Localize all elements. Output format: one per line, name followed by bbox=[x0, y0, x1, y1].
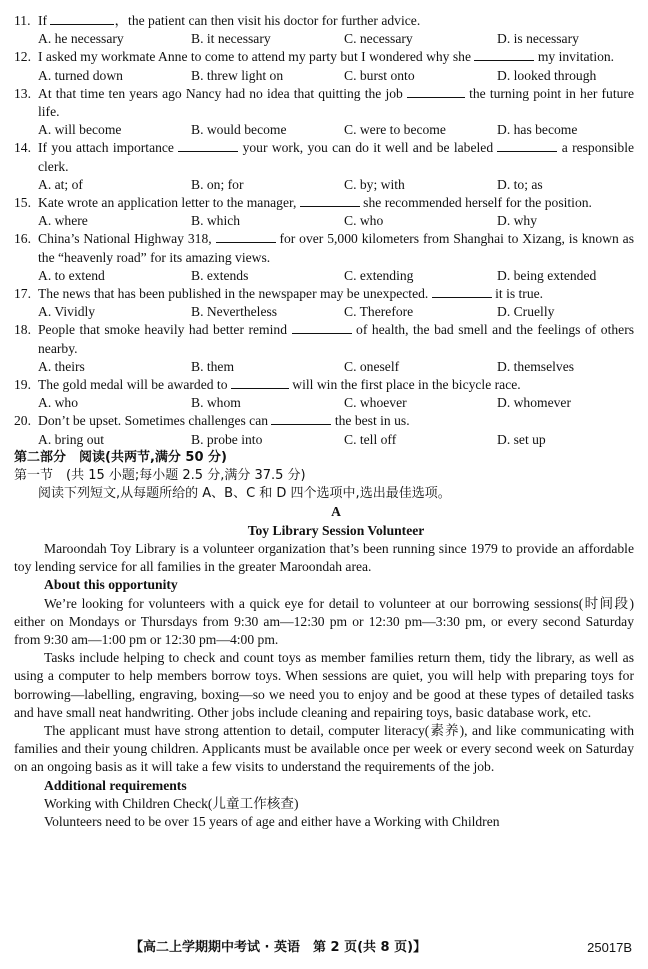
question-number: 11. bbox=[14, 13, 31, 28]
option-d: D. whomever bbox=[497, 395, 571, 411]
question-number: 13. bbox=[14, 85, 31, 101]
option-c: C. burst onto bbox=[344, 67, 415, 83]
options-row bbox=[38, 394, 634, 412]
footer-title: 【高二上学期期中考试 · 英语 第 2 页(共 8 页)】 bbox=[130, 940, 427, 955]
option-c: C. necessary bbox=[344, 31, 413, 47]
passage-paragraph-3: Tasks include helping to check and count toys as member families return them, tidy the library, as well as using a computer to help members borrow toys. When sessions are quiet, you will help with preparing toys for borrowing—labelling, engraving, boxing—so we need you to enjoy and be good at these types of detailed tasks and have small neat handwriting. Other jobs include cleaning and repairing toys, basic database work, etc. bbox=[14, 650, 634, 720]
answer-blank bbox=[178, 139, 238, 152]
option-a: A. Vividly bbox=[38, 304, 96, 320]
option-c: C. who bbox=[344, 213, 384, 229]
question-number: 16. bbox=[14, 231, 31, 247]
question-stem: China’s National Highway 318, for over 5,000 kilometers from Shanghai to Xizang, is known as the “heavenly road” for its amazing views. bbox=[38, 231, 634, 265]
part2-heading: 第二部分 阅读(共两节,满分 50 分) bbox=[14, 449, 227, 465]
question-stem: I asked my workmate Anne to come to attend my party but I wondered why she my invitation. bbox=[38, 49, 615, 65]
option-a: A. at; of bbox=[38, 176, 83, 192]
option-b: B. on; for bbox=[191, 176, 244, 192]
option-c: C. Therefore bbox=[344, 304, 414, 320]
option-d: D. is necessary bbox=[497, 31, 579, 47]
option-a: A. will become bbox=[38, 122, 122, 138]
option-a: A. he necessary bbox=[38, 31, 124, 47]
option-c: C. were to become bbox=[344, 122, 446, 138]
option-b: B. it necessary bbox=[191, 31, 271, 47]
option-b: B. them bbox=[191, 358, 235, 374]
question-19 bbox=[14, 376, 634, 412]
question-14 bbox=[14, 139, 635, 194]
question-stem: People that smoke heavily had better remind of health, the bad smell and the feelings of others nearby. bbox=[38, 322, 635, 356]
passage-paragraph-2: We’re looking for volunteers with a quick eye for detail to volunteer at our borrowing sessions(时间段) either on Mondays or Thursdays from 9:30 am—12:30 pm or 12:30 pm—3:30 pm, or every second Saturday from 9:30 am—1:00 pm or 12:30 pm—4:00 pm. bbox=[14, 595, 634, 647]
question-12 bbox=[14, 48, 634, 84]
answer-blank bbox=[497, 139, 557, 152]
question-stem: If ，the patient can then visit his doctor for further advice. bbox=[38, 13, 421, 28]
answer-blank bbox=[216, 230, 276, 243]
question-stem: The news that has been published in the newspaper may be unexpected. it is true. bbox=[38, 286, 544, 302]
option-a: A. bring out bbox=[38, 431, 105, 447]
option-d: D. set up bbox=[497, 431, 546, 447]
passage-paragraph-5: Volunteers need to be over 15 years of age and either have a Working with Children bbox=[44, 813, 500, 829]
answer-blank bbox=[231, 376, 289, 389]
additional-requirements-heading: Additional requirements bbox=[44, 777, 187, 793]
option-d: D. themselves bbox=[497, 358, 575, 374]
children-check-line: Working with Children Check(儿童工作核查) bbox=[44, 795, 299, 811]
options-row bbox=[38, 431, 634, 449]
section1-heading: 第一节 (共 15 小题;每小题 2.5 分,满分 37.5 分) bbox=[14, 468, 306, 484]
options-row bbox=[38, 267, 634, 285]
page-footer bbox=[0, 939, 648, 959]
question-number: 18. bbox=[14, 322, 31, 338]
question-18 bbox=[14, 321, 635, 376]
options-row bbox=[38, 67, 634, 85]
option-c: C. oneself bbox=[344, 358, 400, 374]
options-row bbox=[38, 176, 634, 194]
option-b: B. Nevertheless bbox=[191, 304, 278, 320]
option-c: C. whoever bbox=[344, 395, 407, 411]
option-a: A. who bbox=[38, 395, 79, 411]
option-b: B. would become bbox=[191, 122, 287, 138]
answer-blank bbox=[300, 194, 360, 207]
question-stem: If you attach importance your work, you can do it well and be labeled a responsible clerk. bbox=[38, 140, 635, 174]
option-a: A. turned down bbox=[38, 67, 123, 83]
options-row bbox=[38, 121, 634, 139]
about-heading: About this opportunity bbox=[44, 577, 178, 593]
options-row bbox=[38, 358, 634, 376]
answer-blank bbox=[474, 48, 534, 61]
option-b: B. threw light on bbox=[191, 67, 284, 83]
question-16 bbox=[14, 230, 634, 285]
question-number: 20. bbox=[14, 413, 31, 429]
passage-letter: A bbox=[331, 504, 341, 520]
option-d: D. has become bbox=[497, 122, 578, 138]
answer-blank bbox=[407, 85, 465, 98]
option-d: D. to; as bbox=[497, 176, 543, 192]
question-number: 15. bbox=[14, 195, 31, 211]
question-17 bbox=[14, 285, 634, 321]
option-c: C. extending bbox=[344, 267, 414, 283]
answer-blank bbox=[292, 321, 352, 334]
option-a: A. where bbox=[38, 213, 88, 229]
answer-blank bbox=[50, 12, 114, 25]
question-stem: Kate wrote an application letter to the manager, she recommended herself for the position. bbox=[38, 195, 592, 211]
answer-blank bbox=[271, 412, 331, 425]
question-number: 19. bbox=[14, 377, 31, 393]
question-number: 14. bbox=[14, 140, 31, 156]
question-stem: At that time ten years ago Nancy had no idea that quitting the job the turning point in her future life. bbox=[38, 85, 634, 120]
question-number: 17. bbox=[14, 286, 31, 302]
options-row bbox=[38, 212, 634, 230]
option-a: A. to extend bbox=[38, 267, 105, 283]
option-d: D. Cruelly bbox=[497, 304, 555, 320]
question-20 bbox=[14, 412, 634, 448]
option-b: B. which bbox=[191, 213, 241, 229]
question-15 bbox=[14, 194, 634, 230]
option-d: D. looked through bbox=[497, 67, 597, 83]
passage-title: Toy Library Session Volunteer bbox=[247, 522, 425, 538]
question-13 bbox=[14, 85, 634, 140]
options-row bbox=[38, 30, 634, 48]
option-a: A. theirs bbox=[38, 358, 85, 374]
option-b: B. probe into bbox=[191, 431, 263, 447]
passage-paragraph-1: Maroondah Toy Library is a volunteer organization that’s been running since 1979 to provide an affordable toy lending service for all families in the greater Maroondah area. bbox=[14, 540, 634, 575]
option-b: B. whom bbox=[191, 395, 241, 411]
question-stem: Don’t be upset. Sometimes challenges can the best in us. bbox=[38, 413, 410, 429]
question-11 bbox=[14, 12, 634, 48]
option-b: B. extends bbox=[191, 267, 249, 283]
question-stem: The gold medal will be awarded to will win the first place in the bicycle race. bbox=[38, 377, 521, 393]
question-number: 12. bbox=[14, 49, 31, 65]
answer-blank bbox=[432, 285, 492, 298]
option-c: C. by; with bbox=[344, 176, 405, 192]
options-row bbox=[38, 303, 634, 321]
option-c: C. tell off bbox=[344, 431, 397, 447]
passage-paragraph-4: The applicant must have strong attention to detail, computer literacy(素养), and like communicating with families and their young children. Applicants must be available once per week or every second week on Saturday on an ongoing basis as it will take a few visits to understand the requirements of the job. bbox=[14, 722, 634, 775]
paper-code: 25017B bbox=[587, 940, 632, 955]
option-d: D. why bbox=[497, 213, 538, 229]
option-d: D. being extended bbox=[497, 267, 597, 283]
reading-instruction: 阅读下列短文,从每题所给的 A、B、C 和 D 四个选项中,选出最佳选项。 bbox=[38, 486, 451, 502]
